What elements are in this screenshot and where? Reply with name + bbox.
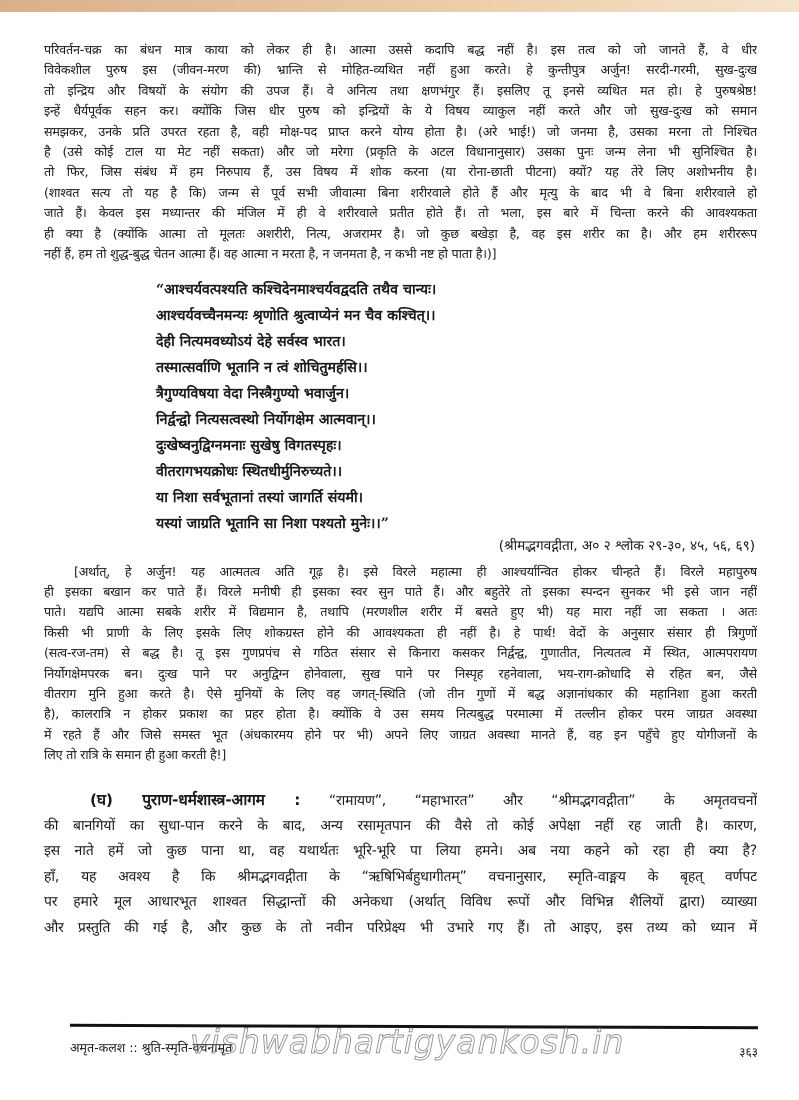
paragraph-line: लिए तो रात्रि के समान ही हुआ करती है!]: [44, 747, 227, 763]
verse-line: त्रैगुण्यविषया वेदा निस्त्रैगुण्यो भवार्जुन।: [156, 386, 350, 403]
paragraph-line: है), कालरात्रि न होकर प्रकाश का प्रहर होता है। क्योंकि वे उस समय नित्यबुद्ध परमात्मा में तल्लीन होकर परम जाग्रत अवस्था: [44, 706, 757, 722]
paragraph-line: पाते। यद्यपि आत्मा सबके शरीर में विद्यमान है, तथापि (मरणशील शरीर में बसते हुए भी) यह मारा नहीं जा सकता । अतः: [44, 604, 757, 620]
page-number: ३६३: [739, 1045, 758, 1059]
section-purana-dharmashastra-agama: [44, 788, 757, 941]
book-page: [44, 40, 757, 941]
paragraph-line: इन्हें धैर्यपूर्वक सहन कर। क्योंकि जिस धीर पुरुष को इन्द्रियों के ये विषय व्याकुल नहीं करते और जो सुख-दुःख को समान: [44, 103, 757, 119]
intro-paragraph: [44, 40, 757, 264]
paragraph-line: समझकर, उनके प्रति उपरत रहता है, वही मोक्ष-पद प्राप्त करने योग्य होता है। (अरे भाई!) जो जनमा है, उसका मरना तो निश्चित: [44, 123, 757, 139]
paragraph-line: जाते हैं। केवल इस मध्यान्तर की मंजिल में ही वे शरीरवाले प्रतीत होते हैं। तो भला, इस बारे में चिन्ता करने की आवश्यकता: [44, 205, 757, 221]
paragraph-line: [अर्थात्, हे अर्जुन! यह आत्मतत्व अति गूढ़ है। इसे विरले महात्मा ही आश्चर्यान्वित होकर चीन्हते हैं। विरले महापुरुष: [74, 563, 757, 579]
section-paragraph: [44, 788, 757, 941]
paragraph-line: पर हमारे मूल आधारभूत शाश्वत सिद्धान्तों की अनेकधा (अर्थात् विविध रूपों और विभिन्न शैलियों द्वारा) व्याख्या: [44, 894, 757, 911]
paragraph-line: (शाश्वत सत्य तो यह है कि) जन्म से पूर्व सभी जीवात्मा बिना शरीरवाले होते हैं और मृत्यु के बाद भी वे बिना शरीरवाले हो: [44, 184, 757, 200]
section-first-line-text: “रामायण”, “महाभारत” और “श्रीमद्भगवद्गीता” के अमृतवचनों: [328, 792, 757, 809]
verse-line: तस्मात्सर्वाणि भूतानि न त्वं शोचितुमर्हसि।।: [156, 360, 368, 377]
verse-line: दुःखेष्वनुद्विग्नमनाः सुखेषु विगतस्पृहः।: [156, 437, 342, 454]
verse-line: यस्यां जाग्रति भूतानि सा निशा पश्यतो मुनेः।।”: [156, 515, 389, 532]
paragraph-line: और प्रस्तुति की गई है, और कुछ के तो नवीन परिप्रेक्ष्य भी उभारे गए हैं। तो आइए, इस तथ्य को ध्यान में: [44, 919, 757, 936]
sanskrit-verses: [156, 278, 757, 537]
paragraph-line: विवेकशील पुरुष इस (जीवन-मरण की) भ्रान्ति से मोहित-व्यथित नहीं हुआ करते। हे कुन्तीपुत्र अर्जुन! सरदी-गरमी, सुख-दुःख: [44, 62, 757, 78]
paragraph-line: में रहते हैं और जिसे समस्त भूत (अंधकारमय होने पर भी) अपने लिए जाग्रत अवस्था मानते हैं, वह इन पहुँचे हुए योगीजनों के: [44, 726, 757, 742]
watermark: vishwabhartigyankosh.in: [190, 1022, 625, 1061]
verse-line: देही नित्यमवध्योऽयं देहे सर्वस्व भारत।: [156, 334, 346, 351]
page-top-edge: [0, 0, 799, 12]
paragraph-line: तो फिर, जिस संबंध में हम निरुपाय हैं, उस विषय में शोक करना (या रोना-छाती पीटना) क्यों? यह तेरे लिए अशोभनीय है।: [44, 164, 757, 180]
verse-line: “आश्चर्यवत्पश्यति कश्चिदेनमाश्चर्यवद्वदति तथैव चान्यः।: [156, 282, 437, 299]
paragraph-line: हाँ, यह अवश्य है कि श्रीमद्भगवद्गीता के “ऋषिभिर्बहुधागीतम्” वचनानुसार, स्मृति-वाङ्मय के बृहत् वर्णपट: [44, 868, 757, 885]
verse-line: या निशा सर्वभूतानां तस्यां जागर्ति संयमी।: [156, 489, 364, 506]
paragraph-line: परिवर्तन-चक्र का बंधन मात्र काया को लेकर ही है। आत्मा उससे कदापि बद्ध नहीं है। इस तत्व को जो जानते हैं, वे धीर: [44, 42, 757, 57]
section-first-line: [44, 788, 757, 814]
paragraph-line: वीतराग मुनि हुआ करते है। ऐसे मुनियों के लिए वह जगत्-स्थिति (जो तीन गुणों में बद्ध अज्ञानांधकार की महानिशा हुआ करती: [44, 685, 757, 701]
verse-citation: (श्रीमद्भगवद्गीता, अ० २ श्लोक २९-३०, ४५, ५६, ६९): [498, 537, 755, 554]
paragraph-line: इस नाते हमें जो कुछ पाना था, वह यथार्थतः भूरि-भूरि पा लिया हमने। अब नया कहने को रहा ही क्या है?: [44, 843, 757, 860]
verse-line: निर्द्वन्द्वो नित्यसत्वस्थो निर्योगक्षेम आत्मवान्।।: [156, 412, 376, 428]
paragraph-line: ही क्या है (क्योंकि आत्मा तो मूलतः अशरीरी, नित्य, अजरामर है। जो कुछ बखेड़ा है, वह इस शरीर का है। और हम शरीररूप: [44, 225, 757, 241]
paragraph-line: किसी भी प्राणी के लिए इसके लिए शोकग्रस्त होने की आवश्यकता ही नहीं है। हे पार्थ! वेदों के अनुसार संसार ही त्रिगुणों: [44, 624, 757, 640]
commentary-paragraph: [44, 562, 757, 766]
section-heading: (घ) पुराण-धर्मशास्त्र-आगम :: [90, 790, 301, 809]
paragraph-line: की बानगियों का सुधा-पान करने के बाद, अन्य रसामृतपान की वैसे तो कोई अपेक्षा नहीं रह जाती है। कारण,: [44, 818, 757, 834]
paragraph-line: है (उसे कोई टाल या मेट नहीं सकता) और जो मरेगा (प्रकृति के अटल विधानानुसार) उसका पुनः जन्म लेना भी सुनिश्चित है।: [44, 144, 757, 160]
paragraph-line: तो इन्द्रिय और विषयों के संयोग की उपज हैं। वे अनित्य तथा क्षणभंगुर हैं। इसलिए तू इनसे व्यथित मत हो। हे पुरुषश्रेष्ठ!: [44, 82, 757, 98]
running-title: अमृत-कलश :: श्रुति-स्मृति-वचनामृत: [70, 1040, 233, 1055]
paragraph-line: (सत्व-रज-तम) से बद्ध है। तू इस गुणप्रपंच से गठित संसार से किनारा कसकर निर्द्वन्द्व, गुणातीत, नित्यतत्व में स्थित, आत्मपरायण: [44, 645, 757, 661]
verse-line: वीतरागभयक्रोधः स्थितधीर्मुनिरुच्यते।।: [156, 463, 343, 480]
paragraph-line: निर्योगक्षेमपरक बन। दुःख पाने पर अनुद्विग्न होनेवाला, सुख पाने पर निस्पृह रहनेवाला, भय-राग-क्रोधादि से रहित बन, जैसे: [44, 665, 757, 681]
paragraph-line: नहीं हैं, हम तो शुद्ध-बुद्ध चेतन आत्मा हैं। वह आत्मा न मरता है, न जनमता है, न कभी नष्ट हो पाता है।)]: [44, 246, 497, 262]
verse-line: आश्चर्यवच्चैनमन्यः श्रृणोति श्रुत्वाप्येनं मन चैव कश्चित्।।: [156, 308, 436, 325]
paragraph-line: ही इसका बखान कर पाते हैं। विरले मनीषी ही इसका स्वर सुन पाते हैं। और बहुतेरे तो इसका स्पन्दन सुनकर भी इसे जान नहीं: [44, 583, 757, 599]
